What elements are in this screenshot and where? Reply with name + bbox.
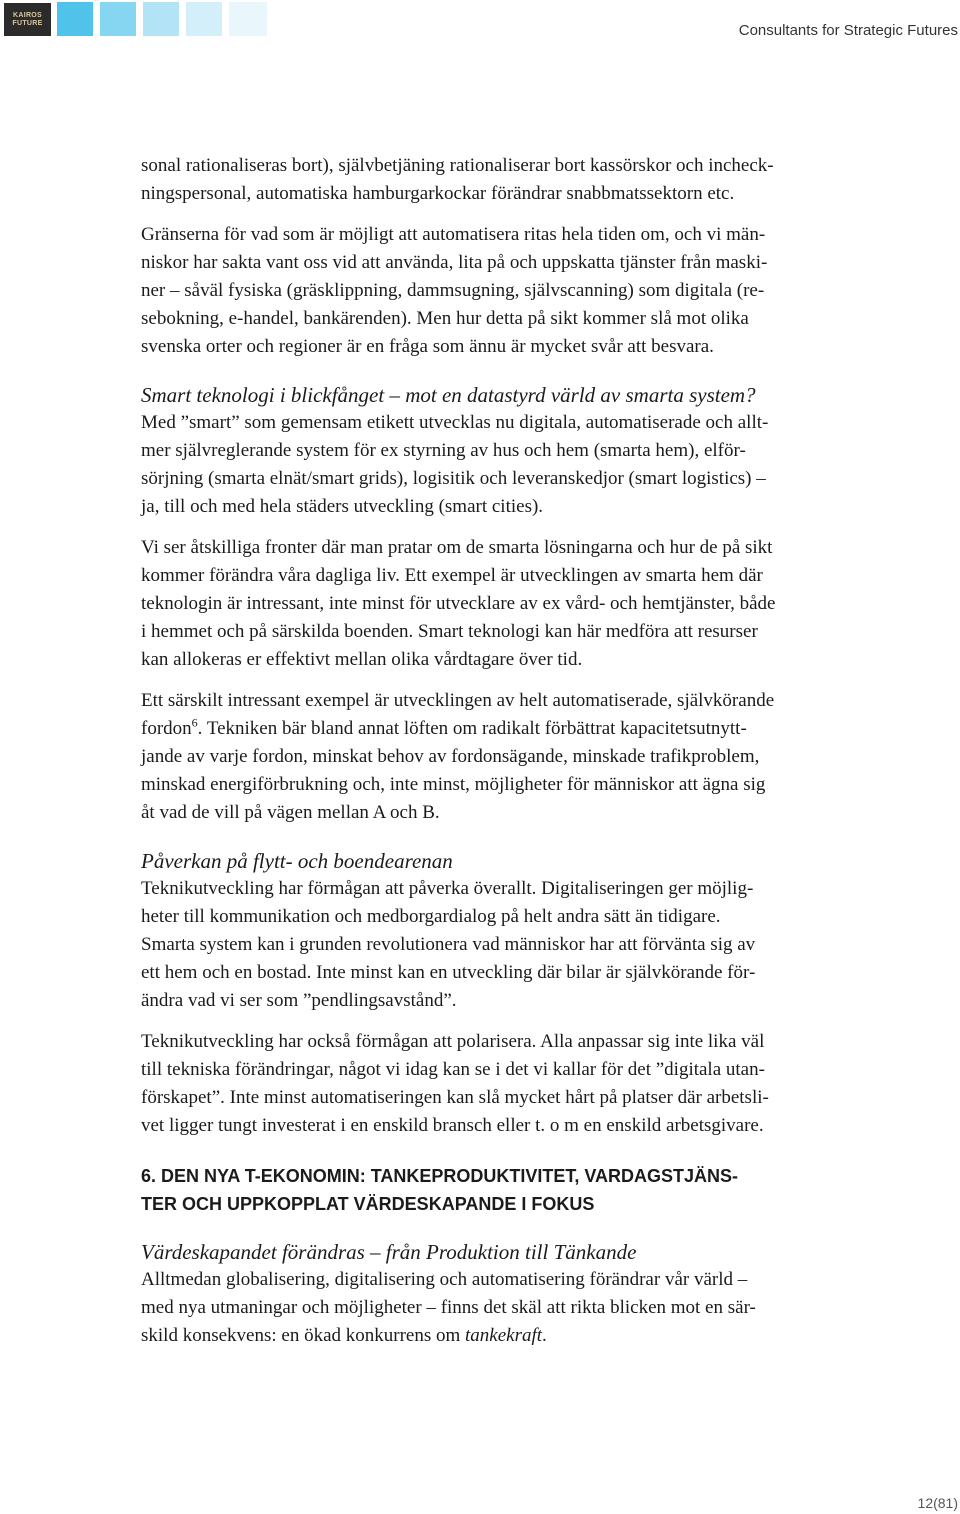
- decorative-square-4: [186, 2, 222, 36]
- paragraph-1: sonal rationaliseras bort), självbetjäning rationaliserar bort kassörskor och incheck- ningspersonal, automatiska hamburgarkockar förändrar snabbmatssektorn etc.: [141, 155, 774, 204]
- subheading-housing: Påverkan på flytt- och boendearenan: [141, 849, 453, 873]
- paragraph-7: Teknikutveckling har också förmågan att polarisera. Alla anpassar sig inte lika väl till tekniska förändringar, något vi idag kan se i det vi kallar för det ”digitala utan- förskapet”. Inte minst automatiseringen kan slå mycket hårt på platser där arbetsli- vet ligger tungt investerat i en enskild bransch eller t. o m en enskild arbetsgivare.: [141, 1031, 769, 1136]
- header-tagline: Consultants for Strategic Futures: [738, 22, 958, 39]
- decorative-square-1: [57, 2, 93, 36]
- subheading-value-creation: Värdeskapandet förändras – från Produktion till Tänkande: [141, 1240, 637, 1264]
- page-header: [0, 0, 960, 40]
- decorative-square-3: [143, 2, 179, 36]
- section-title-6: 6. DEN NYA T-EKONOMIN: TANKEPRODUKTIVITET, VARDAGSTJÄNS- TER OCH UPPKOPPLAT VÄRDESKAPANDE I FOKUS: [141, 1166, 739, 1214]
- kairos-future-logo: KAIROS FUTURE: [4, 3, 51, 36]
- page-number: 12(81): [917, 1495, 958, 1511]
- footnote-reference: 6: [191, 715, 198, 730]
- paragraph-5: Ett särskilt intressant exempel är utvecklingen av helt automatiserade, självkörande fordon$^6$. Tekniken bär bland annat löften om radikalt förbättrat kapacitetsutnytt- jande av varje fordon, minskat behov av fordonsägande, minskade trafikproblem, minskad energiförbrukning och, inte minst, möjligheter för människor att ägna sig åt vad de vill på vägen mellan A och B.: [141, 690, 775, 823]
- paragraph-4: Vi ser åtskilliga fronter där man pratar om de smarta lösningarna och hur de på sikt kommer förändra våra dagliga liv. Ett exempel är utvecklingen av smarta hem där teknologin är intressant, inte minst för utvecklare av ex vård- och hemtjänster, både i hemmet och på särskilda boenden. Smart teknologi kan här medföra att resurser kan allokeras er effektivt mellan olika vårdtagare över tid.: [141, 537, 776, 670]
- paragraph-3: Med ”smart” som gemensam etikett utvecklas nu digitala, automatiserade och allt- mer självreglerande system för ex styrning av hus och hem (smarta hem), elför- sörjning (smarta elnät/smart grids), logisitik och leveranskedjor (smart logistics) – ja, till och med hela städers utveckling (smart cities).: [141, 412, 769, 517]
- paragraph-8: Alltmedan globalisering, digitalisering och automatisering förändrar vår värld – med nya utmaningar och möjligheter – finns det skäl att rikta blicken mot en sär- skild konsekvens: en ökad konkurrens om tankekraft.: [141, 1269, 756, 1346]
- paragraph-6: Teknikutveckling har förmågan att påverka överallt. Digitaliseringen ger möjlig- heter till kommunikation och medborgardialog på helt andra sätt än tidigare. Smarta system kan i grunden revolutionera vad människor har att förvänta sig av ett hem och en bostad. Inte minst kan en utveckling där bilar är självkörande för- ändra vad vi ser som ”pendlingsavstånd”.: [141, 878, 756, 1011]
- decorative-square-2: [100, 2, 136, 36]
- document-body: [141, 152, 871, 1363]
- paragraph-2: Gränserna för vad som är möjligt att automatisera ritas hela tiden om, och vi män- niskor har sakta vant oss vid att använda, lita på och uppskatta tjänster från maski- ner – såväl fysiska (gräsklippning, dammsugning, självscanning) som digitala (re- sebokning, e-handel, bankärenden). Men hur detta på sikt kommer slå mot olika svenska orter och regioner är en fråga som ännu är mycket svår att besvara.: [141, 224, 768, 357]
- decorative-square-5: [229, 2, 267, 36]
- subheading-smart-technology: Smart teknologi i blickfånget – mot en datastyrd värld av smarta system?: [141, 383, 756, 407]
